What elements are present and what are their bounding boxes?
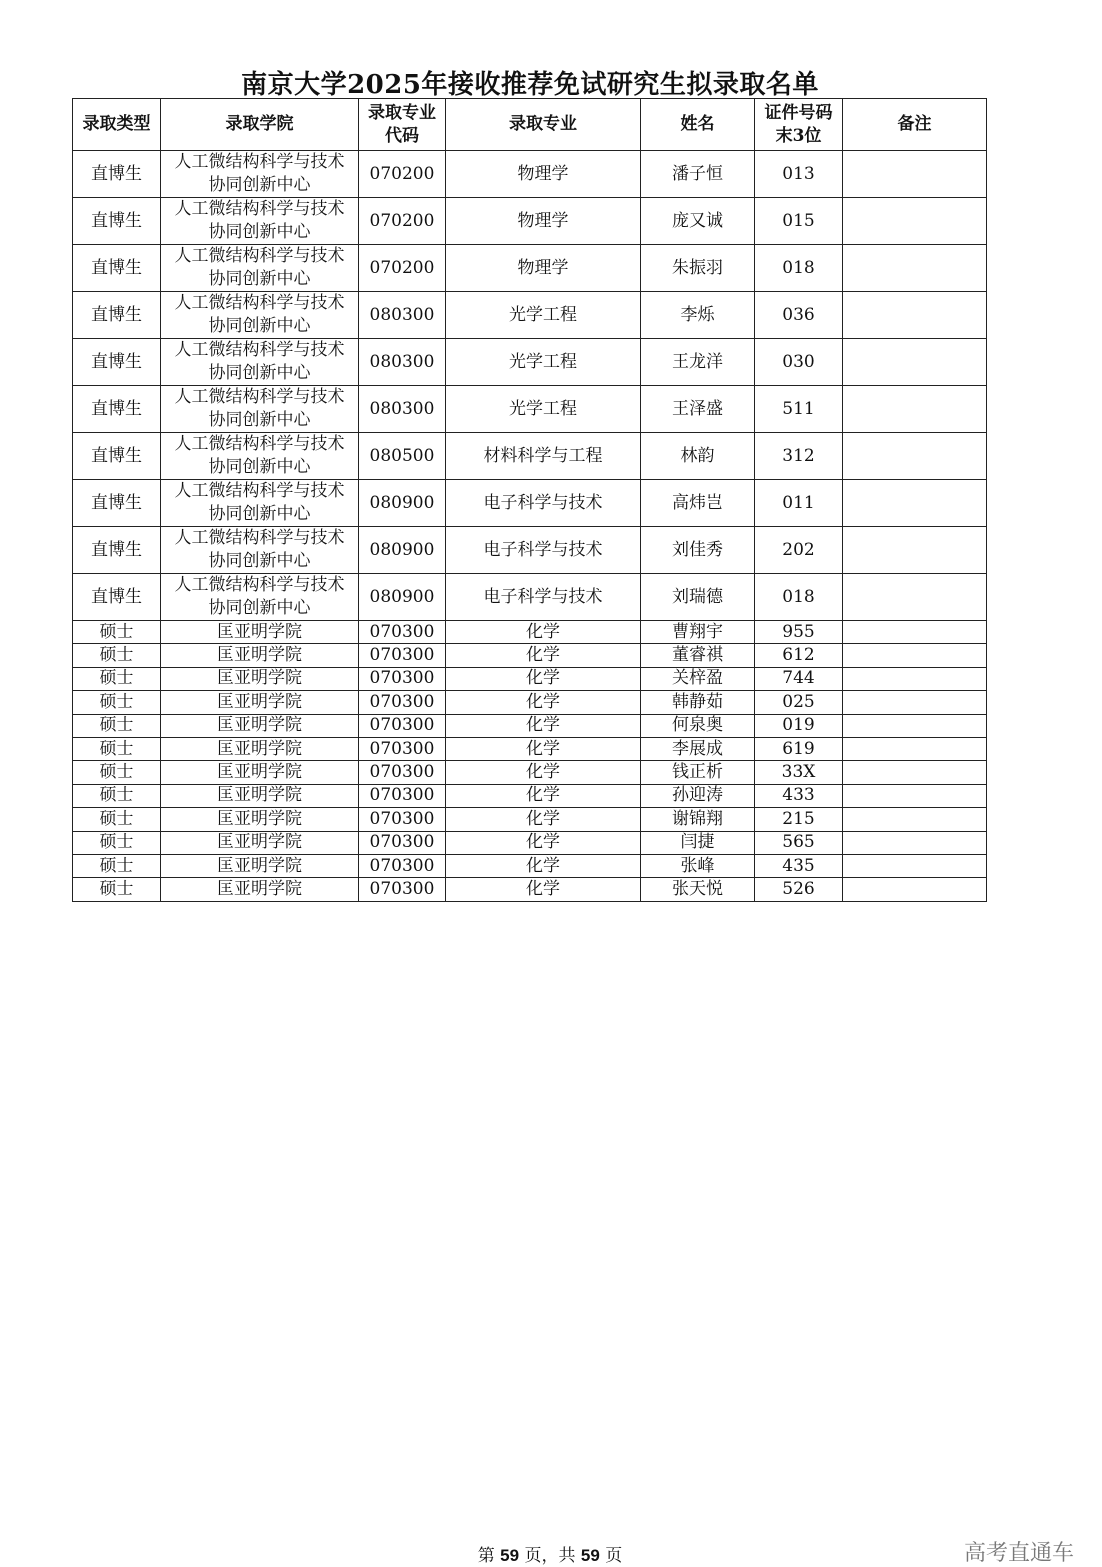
table-cell: 人工微结构科学与技术 协同创新中心 (161, 339, 359, 386)
table-cell: 080900 (359, 527, 446, 574)
column-header: 备注 (843, 99, 987, 151)
table-cell: 030 (755, 339, 843, 386)
table-row (73, 621, 987, 644)
page-footer (0, 1541, 1100, 1566)
table-cell: 化学 (446, 621, 641, 644)
admission-table (72, 98, 987, 902)
table-cell: 光学工程 (446, 386, 641, 433)
table-cell: 硕士 (73, 621, 161, 644)
table-cell: 钱正析 (641, 761, 755, 784)
table-cell: 化学 (446, 691, 641, 714)
table-cell: 018 (755, 245, 843, 292)
table-cell: 070300 (359, 714, 446, 737)
table-cell: 070200 (359, 198, 446, 245)
table-cell: 匡亚明学院 (161, 691, 359, 714)
table-cell: 070300 (359, 737, 446, 760)
table-cell: 433 (755, 784, 843, 807)
table-cell: 匡亚明学院 (161, 784, 359, 807)
table-cell (843, 878, 987, 901)
table-cell: 025 (755, 691, 843, 714)
table-cell: 硕士 (73, 667, 161, 690)
table-cell: 直博生 (73, 292, 161, 339)
table-cell (843, 151, 987, 198)
table-cell: 015 (755, 198, 843, 245)
table-cell: 匡亚明学院 (161, 714, 359, 737)
table-cell: 化学 (446, 808, 641, 831)
table-cell: 人工微结构科学与技术 协同创新中心 (161, 198, 359, 245)
table-cell: 直博生 (73, 574, 161, 621)
table-cell: 312 (755, 433, 843, 480)
table-cell: 直博生 (73, 245, 161, 292)
table-cell: 李展成 (641, 737, 755, 760)
table-cell: 化学 (446, 831, 641, 854)
table-cell: 人工微结构科学与技术 协同创新中心 (161, 574, 359, 621)
table-cell (843, 433, 987, 480)
table-row (73, 644, 987, 667)
table-cell: 080300 (359, 292, 446, 339)
table-cell (843, 245, 987, 292)
table-cell: 215 (755, 808, 843, 831)
column-header: 录取学院 (161, 99, 359, 151)
watermark: 高考直通车 (963, 1541, 1074, 1566)
table-cell: 硕士 (73, 714, 161, 737)
table-cell: 070300 (359, 831, 446, 854)
table-cell: 人工微结构科学与技术 协同创新中心 (161, 292, 359, 339)
table-cell: 谢锦翔 (641, 808, 755, 831)
table-cell: 011 (755, 480, 843, 527)
table-cell: 硕士 (73, 761, 161, 784)
table-row (73, 714, 987, 737)
table-cell: 33X (755, 761, 843, 784)
table-cell: 庞又诚 (641, 198, 755, 245)
table-cell: 526 (755, 878, 843, 901)
table-cell (843, 691, 987, 714)
table-cell: 物理学 (446, 151, 641, 198)
table-cell: 565 (755, 831, 843, 854)
table-cell (843, 854, 987, 877)
table-cell: 013 (755, 151, 843, 198)
table-row (73, 831, 987, 854)
table-cell: 化学 (446, 878, 641, 901)
table-row (73, 854, 987, 877)
table-cell: 孙迎涛 (641, 784, 755, 807)
table-cell: 直博生 (73, 480, 161, 527)
table-cell (843, 574, 987, 621)
table-cell: 018 (755, 574, 843, 621)
table-cell: 硕士 (73, 831, 161, 854)
table-cell: 070300 (359, 667, 446, 690)
table-cell (843, 480, 987, 527)
table-cell: 物理学 (446, 198, 641, 245)
table-cell: 化学 (446, 784, 641, 807)
column-header: 证件号码 末3位 (755, 99, 843, 151)
table-row (73, 667, 987, 690)
page-total: 59 (580, 1546, 600, 1565)
table-cell: 070300 (359, 621, 446, 644)
table-cell: 光学工程 (446, 292, 641, 339)
table-cell: 硕士 (73, 737, 161, 760)
table-cell: 材料科学与工程 (446, 433, 641, 480)
table-cell: 化学 (446, 644, 641, 667)
table-cell: 070300 (359, 644, 446, 667)
table-header-row (73, 99, 987, 151)
table-row (73, 808, 987, 831)
table-cell: 人工微结构科学与技术 协同创新中心 (161, 527, 359, 574)
table-cell (843, 808, 987, 831)
table-row (73, 737, 987, 760)
table-row (73, 386, 987, 433)
table-cell: 高炜岂 (641, 480, 755, 527)
table-cell (843, 621, 987, 644)
table-cell: 070200 (359, 151, 446, 198)
table-cell: 直博生 (73, 339, 161, 386)
table-cell: 070300 (359, 691, 446, 714)
footer-suffix: 页 (605, 1546, 623, 1566)
table-cell: 电子科学与技术 (446, 574, 641, 621)
table-cell: 080300 (359, 386, 446, 433)
table-cell: 直博生 (73, 198, 161, 245)
table-cell: 019 (755, 714, 843, 737)
table-cell (843, 761, 987, 784)
table-cell: 070200 (359, 245, 446, 292)
table-cell: 光学工程 (446, 339, 641, 386)
table-cell: 化学 (446, 714, 641, 737)
table-cell: 080900 (359, 480, 446, 527)
table-row (73, 480, 987, 527)
table-row (73, 527, 987, 574)
table-cell: 化学 (446, 667, 641, 690)
table-cell (843, 198, 987, 245)
table-cell: 硕士 (73, 644, 161, 667)
table-cell: 匡亚明学院 (161, 808, 359, 831)
table-cell: 人工微结构科学与技术 协同创新中心 (161, 245, 359, 292)
table-row (73, 433, 987, 480)
table-cell: 韩静茹 (641, 691, 755, 714)
table-cell: 硕士 (73, 808, 161, 831)
footer-prefix: 第 (477, 1546, 495, 1566)
table-cell: 化学 (446, 854, 641, 877)
table-cell: 人工微结构科学与技术 协同创新中心 (161, 386, 359, 433)
table-cell: 刘佳秀 (641, 527, 755, 574)
table-cell: 070300 (359, 854, 446, 877)
table-row (73, 292, 987, 339)
table-cell: 硕士 (73, 878, 161, 901)
column-header: 录取专业 代码 (359, 99, 446, 151)
table-cell: 744 (755, 667, 843, 690)
column-header: 录取专业 (446, 99, 641, 151)
table-row (73, 761, 987, 784)
table-cell: 李烁 (641, 292, 755, 339)
table-cell: 王泽盛 (641, 386, 755, 433)
table-cell: 硕士 (73, 784, 161, 807)
table-cell: 董睿祺 (641, 644, 755, 667)
table-cell (843, 292, 987, 339)
table-cell: 曹翔宇 (641, 621, 755, 644)
table-cell: 直博生 (73, 527, 161, 574)
column-header: 姓名 (641, 99, 755, 151)
table-cell: 人工微结构科学与技术 协同创新中心 (161, 151, 359, 198)
table-cell (843, 339, 987, 386)
table-cell: 匡亚明学院 (161, 667, 359, 690)
table-cell: 硕士 (73, 691, 161, 714)
table-cell: 人工微结构科学与技术 协同创新中心 (161, 433, 359, 480)
table-cell: 刘瑞德 (641, 574, 755, 621)
table-row (73, 784, 987, 807)
table-cell: 关梓盈 (641, 667, 755, 690)
table-cell (843, 644, 987, 667)
document-title: 南京大学2025年接收推荐免试研究生拟录取名单 (241, 70, 819, 100)
table-cell: 匡亚明学院 (161, 621, 359, 644)
table-cell: 朱振羽 (641, 245, 755, 292)
footer-middle: 页，共 (524, 1546, 576, 1566)
table-cell: 硕士 (73, 854, 161, 877)
table-cell: 化学 (446, 737, 641, 760)
table-cell (843, 737, 987, 760)
table-cell: 070300 (359, 808, 446, 831)
table-cell (843, 784, 987, 807)
table-cell: 匡亚明学院 (161, 878, 359, 901)
table-cell: 匡亚明学院 (161, 737, 359, 760)
table-cell: 匡亚明学院 (161, 854, 359, 877)
table-cell (843, 831, 987, 854)
table-row (73, 151, 987, 198)
table-cell: 电子科学与技术 (446, 480, 641, 527)
table-cell: 匡亚明学院 (161, 831, 359, 854)
table-cell: 化学 (446, 761, 641, 784)
table-row (73, 339, 987, 386)
page-number: 59 (500, 1546, 520, 1565)
table-cell: 林韵 (641, 433, 755, 480)
table-cell: 080300 (359, 339, 446, 386)
table-cell: 张峰 (641, 854, 755, 877)
table-cell: 070300 (359, 878, 446, 901)
table-cell: 匡亚明学院 (161, 761, 359, 784)
table-cell: 闫捷 (641, 831, 755, 854)
table-cell (843, 527, 987, 574)
table-cell: 511 (755, 386, 843, 433)
table-cell: 直博生 (73, 151, 161, 198)
table-cell (843, 714, 987, 737)
table-cell: 电子科学与技术 (446, 527, 641, 574)
table-cell: 070300 (359, 761, 446, 784)
table-row (73, 878, 987, 901)
table-cell: 直博生 (73, 386, 161, 433)
table-cell: 匡亚明学院 (161, 644, 359, 667)
column-header: 录取类型 (73, 99, 161, 151)
table-cell: 080900 (359, 574, 446, 621)
table-row (73, 198, 987, 245)
table-cell: 612 (755, 644, 843, 667)
table-cell: 955 (755, 621, 843, 644)
table-cell: 619 (755, 737, 843, 760)
table-row (73, 245, 987, 292)
table-cell: 435 (755, 854, 843, 877)
table-row (73, 691, 987, 714)
table-cell: 036 (755, 292, 843, 339)
table-cell: 202 (755, 527, 843, 574)
table-cell: 人工微结构科学与技术 协同创新中心 (161, 480, 359, 527)
table-cell: 物理学 (446, 245, 641, 292)
table-cell: 070300 (359, 784, 446, 807)
table-cell: 潘子恒 (641, 151, 755, 198)
table-cell: 080500 (359, 433, 446, 480)
table-cell: 何泉奥 (641, 714, 755, 737)
table-cell: 王龙洋 (641, 339, 755, 386)
table-cell: 直博生 (73, 433, 161, 480)
table-body (73, 151, 987, 902)
table-row (73, 574, 987, 621)
table-cell (843, 667, 987, 690)
table-cell: 张天悦 (641, 878, 755, 901)
table-cell (843, 386, 987, 433)
